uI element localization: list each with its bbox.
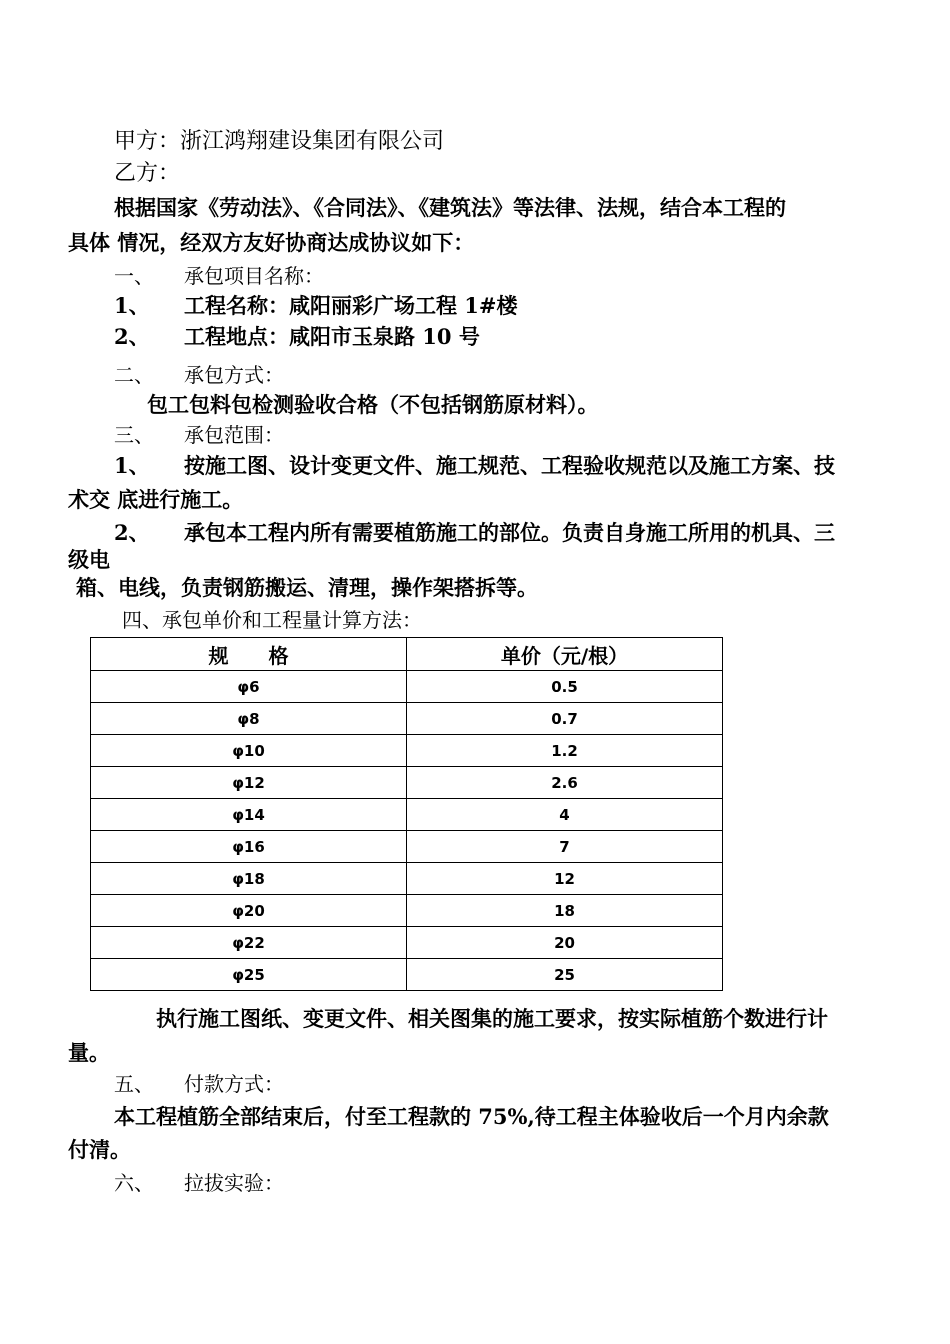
scope-item-1 [114, 453, 835, 479]
price-cell: 2.6 [407, 767, 723, 799]
spec-cell: φ16 [91, 831, 407, 863]
spec-cell: φ22 [91, 927, 407, 959]
contract-method-text: 包工包料包检测验收合格（不包括钢筋原材料）。 [147, 392, 599, 417]
scope-item-2-text: 承包本工程内所有需要植筋施工的部位。负责自身施工所用的机具、三 [184, 520, 835, 545]
measurement-text-1: 执行施工图纸、变更文件、相关图集的施工要求，按实际植筋个数进行计 [156, 1006, 828, 1031]
section-3-number: 三、 [114, 423, 154, 447]
price-cell: 18 [407, 895, 723, 927]
section-3-heading [114, 422, 284, 448]
item-number: 1、 [114, 293, 150, 318]
section-1-title: 承包项目名称： [184, 264, 324, 288]
unit-price-table [90, 637, 723, 991]
price-cell: 20 [407, 927, 723, 959]
intro-line-2: 具体 情况，经双方友好协商达成协议如下： [68, 230, 475, 255]
project-name-text: 工程名称：咸阳丽彩广场工程 1#楼 [184, 293, 518, 318]
item-number: 2、 [114, 520, 150, 545]
project-location-item [114, 324, 480, 350]
price-cell: 0.5 [407, 671, 723, 703]
spec-cell: φ25 [91, 959, 407, 991]
section-3-title: 承包范围： [184, 423, 284, 447]
table-row [91, 767, 723, 799]
price-cell: 12 [407, 863, 723, 895]
scope-item-1-text: 按施工图、设计变更文件、施工规范、工程验收规范以及施工方案、技 [184, 453, 835, 478]
section-4-heading: 四、承包单价和工程量计算方法： [122, 608, 422, 632]
item-number: 2、 [114, 324, 150, 349]
table-row [91, 735, 723, 767]
price-column-header: 单价（元/根） [407, 638, 723, 671]
table-row [91, 799, 723, 831]
section-2-title: 承包方式： [184, 363, 284, 387]
item-number: 1、 [114, 453, 150, 478]
section-6-number: 六、 [114, 1171, 154, 1195]
table-row [91, 831, 723, 863]
section-5-heading [114, 1071, 284, 1097]
section-2-number: 二、 [114, 363, 154, 387]
scope-item-1-continuation: 术交 底进行施工。 [68, 487, 244, 512]
scope-item-2-continuation-1: 级电 [68, 547, 110, 572]
table-row [91, 895, 723, 927]
table-row [91, 927, 723, 959]
table-row [91, 703, 723, 735]
price-cell: 4 [407, 799, 723, 831]
spec-cell: φ6 [91, 671, 407, 703]
spec-cell: φ10 [91, 735, 407, 767]
project-location-text: 工程地点：咸阳市玉泉路 10 号 [184, 324, 480, 349]
section-2-heading [114, 362, 284, 388]
spec-column-header: 规 格 [91, 638, 407, 671]
intro-line-1: 根据国家《劳动法》、《合同法》、《建筑法》等法律、法规，结合本工程的 [114, 195, 786, 220]
party-b: 乙方： [114, 161, 181, 186]
party-a: 甲方：浙江鸿翔建设集团有限公司 [114, 129, 445, 154]
spec-cell: φ8 [91, 703, 407, 735]
price-cell: 1.2 [407, 735, 723, 767]
section-1-heading [114, 263, 324, 289]
scope-item-2-continuation-2: 箱、电线，负责钢筋搬运、清理，操作架搭拆等。 [76, 575, 538, 600]
spec-cell: φ14 [91, 799, 407, 831]
spec-cell: φ18 [91, 863, 407, 895]
spec-cell: φ20 [91, 895, 407, 927]
section-5-title: 付款方式： [184, 1072, 284, 1096]
table-header-row [91, 638, 723, 671]
table-row [91, 863, 723, 895]
payment-text-2: 付清。 [68, 1137, 131, 1162]
section-1-number: 一、 [114, 264, 154, 288]
payment-text-1: 本工程植筋全部结束后，付至工程款的 75%,待工程主体验收后一个月内余款 [114, 1104, 829, 1129]
scope-item-2 [114, 520, 835, 546]
section-6-heading [114, 1170, 284, 1196]
project-name-item [114, 293, 518, 319]
section-5-number: 五、 [114, 1072, 154, 1096]
price-cell: 25 [407, 959, 723, 991]
price-cell: 0.7 [407, 703, 723, 735]
table-row [91, 959, 723, 991]
measurement-text-2: 量。 [68, 1040, 110, 1065]
price-cell: 7 [407, 831, 723, 863]
table-row [91, 671, 723, 703]
spec-cell: φ12 [91, 767, 407, 799]
section-6-title: 拉拔实验： [184, 1171, 284, 1195]
